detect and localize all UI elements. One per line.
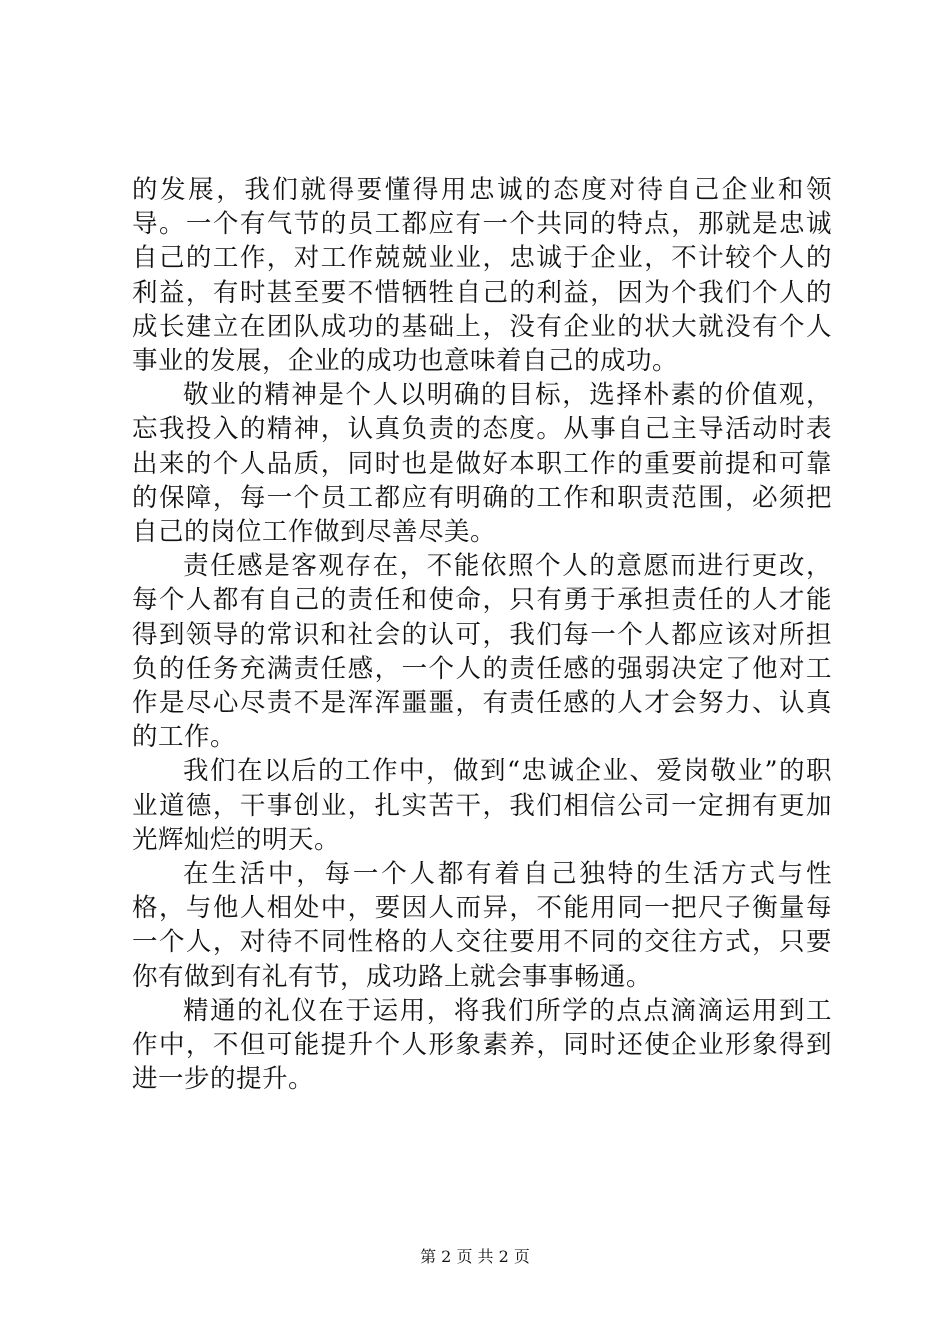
- page-number-footer: 第 2 页 共 2 页: [420, 1247, 530, 1266]
- paragraph-responsibility: 责任感是客观存在，不能依照个人的意愿而进行更改，每个人都有自己的责任和使命，只有勇于承担责任的人才能得到领导的常识和社会的认可，我们每一个人都应该对所担负的任务充满责任感，一个人的责任感的强弱决定了他对工作是尽心尽责不是浑浑噩噩，有责任感的人才会努力、认真的工作。: [132, 551, 832, 753]
- paragraph-daily-life: 在生活中，每一个人都有着自己独特的生活方式与性格，与他人相处中，要因人而异，不能用同一把尺子衡量每一个人，对待不同性格的人交往要用不同的交往方式，只要你有做到有礼有节，成功路上就会事事畅通。: [132, 859, 832, 992]
- document-body: [132, 173, 832, 1096]
- paragraph-future-work: 我们在以后的工作中，做到“忠诚企业、爱岗敬业”的职业道德，干事创业，扎实苦干，我们相信公司一定拥有更加光辉灿烂的明天。: [132, 756, 832, 855]
- paragraph-etiquette: 精通的礼仪在于运用，将我们所学的点点滴滴运用到工作中，不但可能提升个人形象素养，同时还使企业形象得到进一步的提升。: [132, 995, 832, 1095]
- paragraph-dedication: 敬业的精神是个人以明确的目标，选择朴素的价值观，忘我投入的精神，认真负责的态度。从事自己主导活动时表出来的个人品质，同时也是做好本职工作的重要前提和可靠的保障，每一个员工都应有明确的工作和职责范围，必须把自己的岗位工作做到尽善尽美。: [132, 380, 832, 548]
- paragraph-loyalty: 的发展，我们就得要懂得用忠诚的态度对待自己企业和领导。一个有气节的员工都应有一个共同的特点，那就是忠诚自己的工作，对工作兢兢业业，忠诚于企业，不计较个人的利益，有时甚至要不惜牺牲自己的利益，因为个我们个人的成长建立在团队成功的基础上，没有企业的状大就没有个人事业的发展，企业的成功也意味着自己的成功。: [132, 175, 832, 377]
